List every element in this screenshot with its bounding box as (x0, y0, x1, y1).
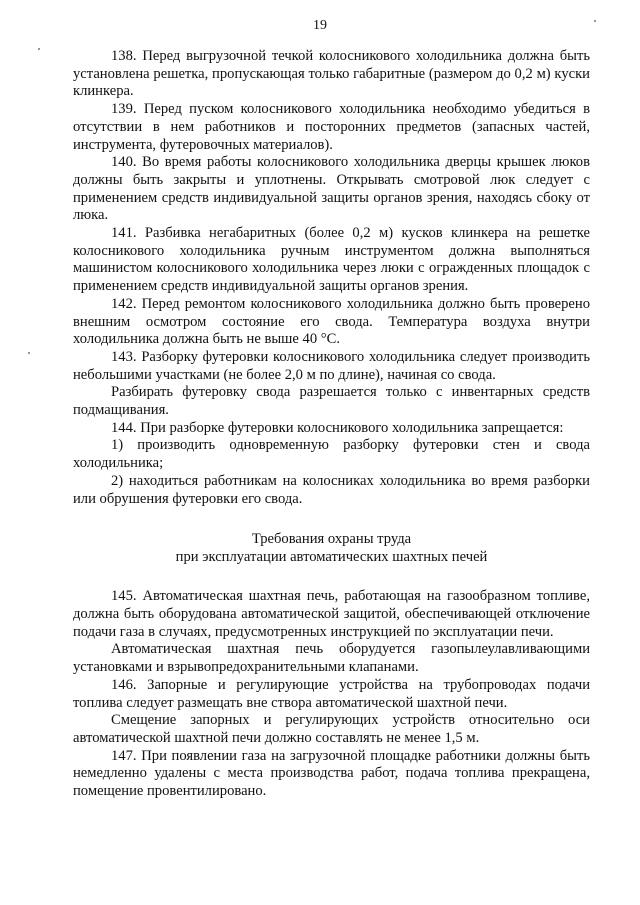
scan-speck (594, 20, 596, 22)
paragraph-146: 146. Запорные и регулирующие устройства на трубопроводах подачи топлива следует размещать вне створа автоматической шахтной печи. (73, 676, 590, 711)
paragraph-142: 142. Перед ремонтом колосникового холодильника должно быть проверено внешним осмотром состояние его свода. Температура воздуха внутри холодильника должна быть не выше 40 °С. (73, 295, 590, 348)
paragraph-144-item-1: 1) производить одновременную разборку футеровки стен и свода холодильника; (73, 437, 590, 472)
paragraph-144: 144. При разборке футеровки колосникового холодильника запрещается: (111, 419, 564, 436)
paragraph-139: 139. Перед пуском колосникового холодильника необходимо убедиться в отсутствии в нем работников и посторонних предметов (запасных частей, инструмента, футеровочных материалов). (73, 101, 590, 153)
paragraph-146-note: Смещение запорных и регулирующих устройств относительно оси автоматической шахтной печи должно составлять не менее 1,5 м. (73, 712, 590, 746)
scan-speck (28, 352, 30, 354)
paragraph-140: 140. Во время работы колосникового холодильника дверцы крышек люков должны быть закрыты и уплотнены. Открывать смотровой люк следует с применением средств индивидуальной защиты органов зрения, находясь сбоку от люка. (73, 154, 590, 224)
paragraph-145: 145. Автоматическая шахтная печь, работающая на газообразном топливе, должна быть оборудована автоматической защитой, обеспечивающей отключение подачи газа в случаях, предусмотренных инструкцией по эксплуатации печи. (73, 588, 590, 640)
paragraph-144-item-2: 2) находиться работникам на колосниках холодильника во время разборки или обрушения футеровки его свода. (73, 472, 590, 507)
scan-speck (38, 48, 40, 50)
paragraph-147: 147. При появлении газа на загрузочной площадке работники должны быть немедленно удалены с места производства работ, подача топлива прекращена, помещение провентилировано. (73, 747, 590, 800)
page-number: 19 (313, 18, 327, 33)
section-heading (73, 530, 590, 566)
section-heading-line-1: Требования охраны труда (251, 531, 412, 548)
paragraph-143: 143. Разборку футеровки колосникового холодильника следует производить небольшими участками (не более 2,0 м по длине), начиная со свода. (73, 348, 590, 383)
paragraph-143-note: Разбирать футеровку свода разрешается только с инвентарных средств подмащивания. (73, 384, 590, 419)
document-body (73, 48, 590, 801)
paragraph-145-note: Автоматическая шахтная печь оборудуется газопылеулавливающими установками и взрывопредохранительными клапанами. (73, 641, 590, 676)
paragraph-138: 138. Перед выгрузочной течкой колосникового холодильника должна быть установлена решетка, пропускающая только габаритные (размером до 0,2 м) куски клинкера. (73, 48, 590, 100)
section-heading-line-2: при эксплуатации автоматических шахтных печей (175, 549, 488, 566)
paragraph-141: 141. Разбивка негабаритных (более 0,2 м) кусков клинкера на решетке колосникового холодильника ручным инструментом должна выполняться машинистом колосникового холодильника через люки с огражденных площадок с применением средств индивидуальной защиты органов зрения. (73, 225, 590, 295)
